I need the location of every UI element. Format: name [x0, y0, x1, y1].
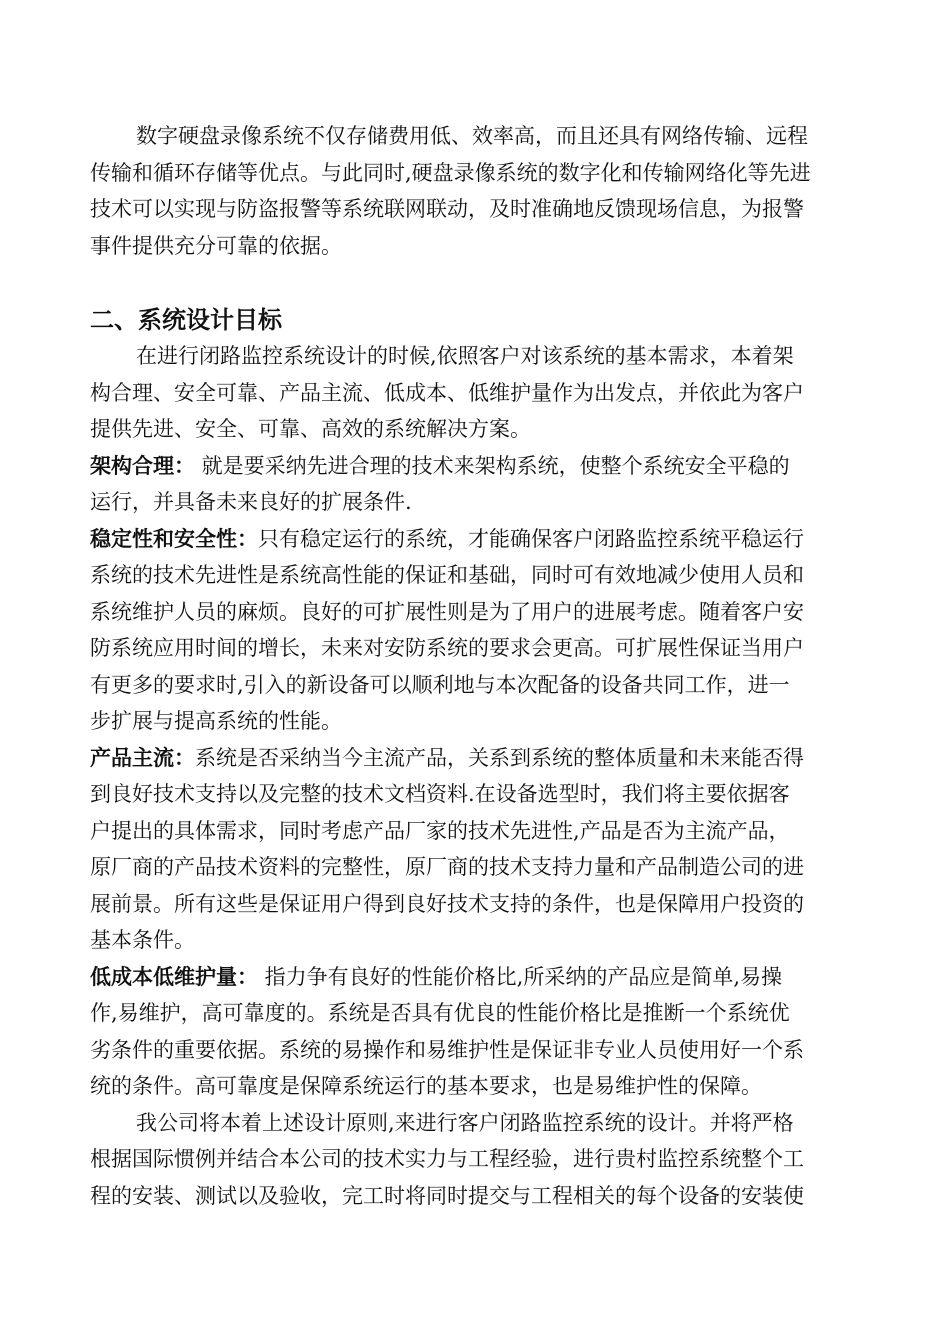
text-line: 数字硬盘录像系统不仅存储费用低、效率高，而且还具有网络传输、远程: [136, 124, 808, 148]
text-line: 作,易维护，高可靠度的。系统是否具有优良的性能价格比是推断一个系统优: [90, 1001, 790, 1025]
text-line: 原厂商的产品技术资料的完整性，原厂商的技术支持力量和产品制造公司的进: [90, 855, 804, 879]
architecture-paragraph: [90, 448, 860, 521]
stability-paragraph: [90, 521, 860, 740]
intro-paragraph: [90, 118, 860, 264]
text-line: 在进行闭路监控系统设计的时候,依照客户对该系统的基本需求，本着架: [136, 344, 794, 368]
text-line: 事件提供充分可靠的依据。: [90, 233, 342, 258]
term-label: 产品主流：: [90, 745, 195, 770]
term-text: 就是要采纳先进合理的技术来架构系统，使整个系统安全平稳的: [195, 453, 790, 478]
text-line: 劣条件的重要依据。系统的易操作和易维护性是保证非专业人员使用好一个系: [90, 1037, 804, 1062]
text-line: 运行，并具备未来良好的扩展条件.: [90, 490, 412, 514]
text-line: [90, 448, 860, 485]
text-line: 展前景。所有这些是保证用户得到良好技术支持的条件，也是保障用户投资的: [90, 891, 804, 916]
text-line: 我公司将本着上述设计原则,来进行客户闭路监控系统的设计。并将严格: [136, 1110, 794, 1135]
lowcost-paragraph: [90, 959, 860, 1105]
text-line: 到良好技术支持以及完整的技术文档资料.在设备选型时，我们将主要依据客: [90, 782, 790, 806]
text-line: 根据国际惯例并结合本公司的技术实力与工程经验，进行贵村监控系统整个工: [90, 1147, 804, 1171]
text-line: 构合理、安全可靠、产品主流、低成本、低维护量作为出发点，并依此为客户: [90, 380, 804, 405]
text-line: 防系统应用时间的增长，未来对安防系统的要求会更高。可扩展性保证当用户: [90, 636, 804, 660]
section-heading: 二、系统设计目标: [90, 306, 282, 334]
text-line: 有更多的要求时,引入的新设备可以顺利地与本次配备的设备共同工作，进一: [90, 672, 790, 697]
text-line: 步扩展与提高系统的性能。: [90, 709, 342, 733]
text-line: [90, 959, 860, 996]
term-text: 只有稳定运行的系统，才能确保客户闭路监控系统平稳运行: [258, 526, 804, 551]
section-intro-paragraph: [90, 338, 860, 448]
text-line: 系统的技术先进性是系统高性能的保证和基础，同时可有效地减少使用人员和: [90, 563, 804, 587]
document-page: [90, 118, 860, 1214]
text-line: 基本条件。: [90, 928, 195, 952]
text-line: 传输和循环存储等优点。与此同时,硬盘录像系统的数字化和传输网络化等先进: [90, 160, 811, 185]
text-line: [90, 521, 860, 558]
term-label: 稳定性和安全性：: [90, 526, 258, 551]
term-label: 低成本低维护量：: [90, 964, 258, 989]
text-line: 统的条件。高可靠度是保障系统运行的基本要求，也是易维护性的保障。: [90, 1074, 762, 1098]
term-text: 指力争有良好的性能价格比,所采纳的产品应是简单,易操: [258, 964, 783, 989]
closing-paragraph: [90, 1105, 860, 1215]
text-line: 系统维护人员的麻烦。良好的可扩展性则是为了用户的进展考虑。随着客户安: [90, 599, 804, 624]
text-line: 程的安装、测试以及验收，完工时将同时提交与工程相关的每个设备的安装使: [90, 1183, 804, 1208]
text-line: 提供先进、安全、可靠、高效的系统解决方案。: [90, 417, 531, 441]
term-text: 系统是否采纳当今主流产品，关系到系统的整体质量和未来能否得: [195, 745, 804, 770]
text-line: 户提出的具体需求，同时考虑产品厂家的技术先进性,产品是否为主流产品，: [90, 818, 790, 843]
text-line: 技术可以实现与防盗报警等系统联网联动，及时准确地反馈现场信息，为报警: [90, 197, 804, 221]
term-label: 架构合理：: [90, 453, 195, 478]
mainstream-paragraph: [90, 740, 860, 959]
text-line: [90, 740, 860, 777]
